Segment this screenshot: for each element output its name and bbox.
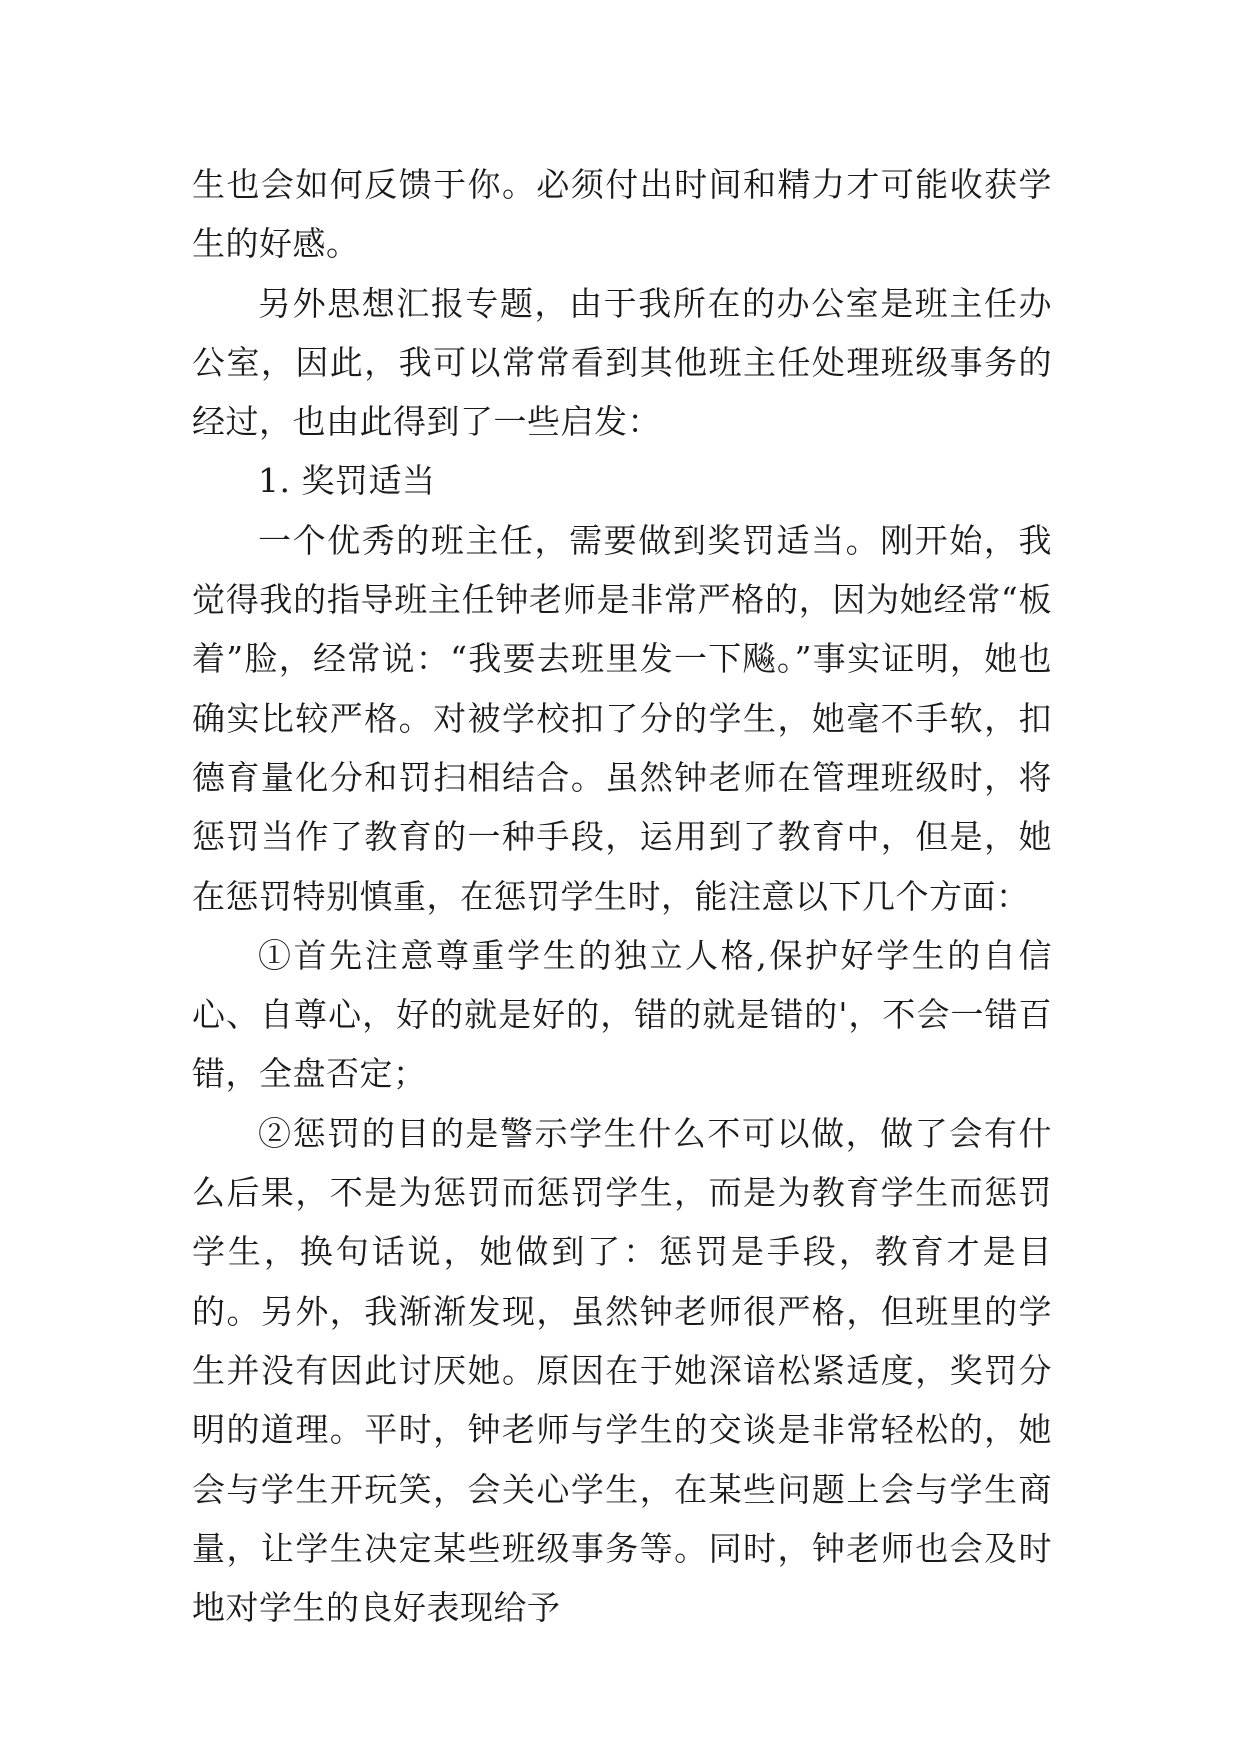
paragraph-reflection-intro: 另外思想汇报专题，由于我所在的办公室是班主任办公室，因此，我可以常常看到其他班主任处理班级事务的经过，也由此得到了一些启发： [192,283,1052,442]
paragraph-point-two: ②惩罚的目的是警示学生什么不可以做，做了会有什么后果，不是为惩罚而惩罚学生，而是为教育学生而惩罚学生，换句话说，她做到了：惩罚是手段，教育才是目的。另外，我渐渐发现，虽然钟老师很严格，但班里的学生并没有因此讨厌她。原因在于她深谙松紧适度，奖罚分明的道理。平时，钟老师与学生的交谈是非常轻松的，她会与学生开玩笑，会关心学生，在某些问题上会与学生商量，让学生决定某些班级事务等。同时，钟老师也会及时地对学生的良好表现给予 [192,1113,1052,1628]
paragraph-teacher-strictness: 一个优秀的班主任，需要做到奖罚适当。刚开始，我觉得我的指导班主任钟老师是非常严格的，因为她经常“板着”脸，经常说：“我要去班里发一下飚。”事实证明，她也确实比较严格。对被学校扣了分的学生，她毫不手软，扣德育量化分和罚扫相结合。虽然钟老师在管理班级时，将惩罚当作了教育的一种手段，运用到了教育中，但是，她在惩罚特别慎重，在惩罚学生时，能注意以下几个方面： [192,520,1052,916]
paragraph-point-one: ①首先注意尊重学生的独立人格,保护好学生的自信心、自尊心，好的就是好的，错的就是错的'，不会一错百错，全盘否定； [192,935,1052,1094]
body-text [192,155,1052,1637]
section-heading-reward-punishment: 1. 奖罚适当 [258,461,436,501]
paragraph-continued: 生也会如何反馈于你。必须付出时间和精力才可能收获学生的好感。 [192,165,1052,264]
